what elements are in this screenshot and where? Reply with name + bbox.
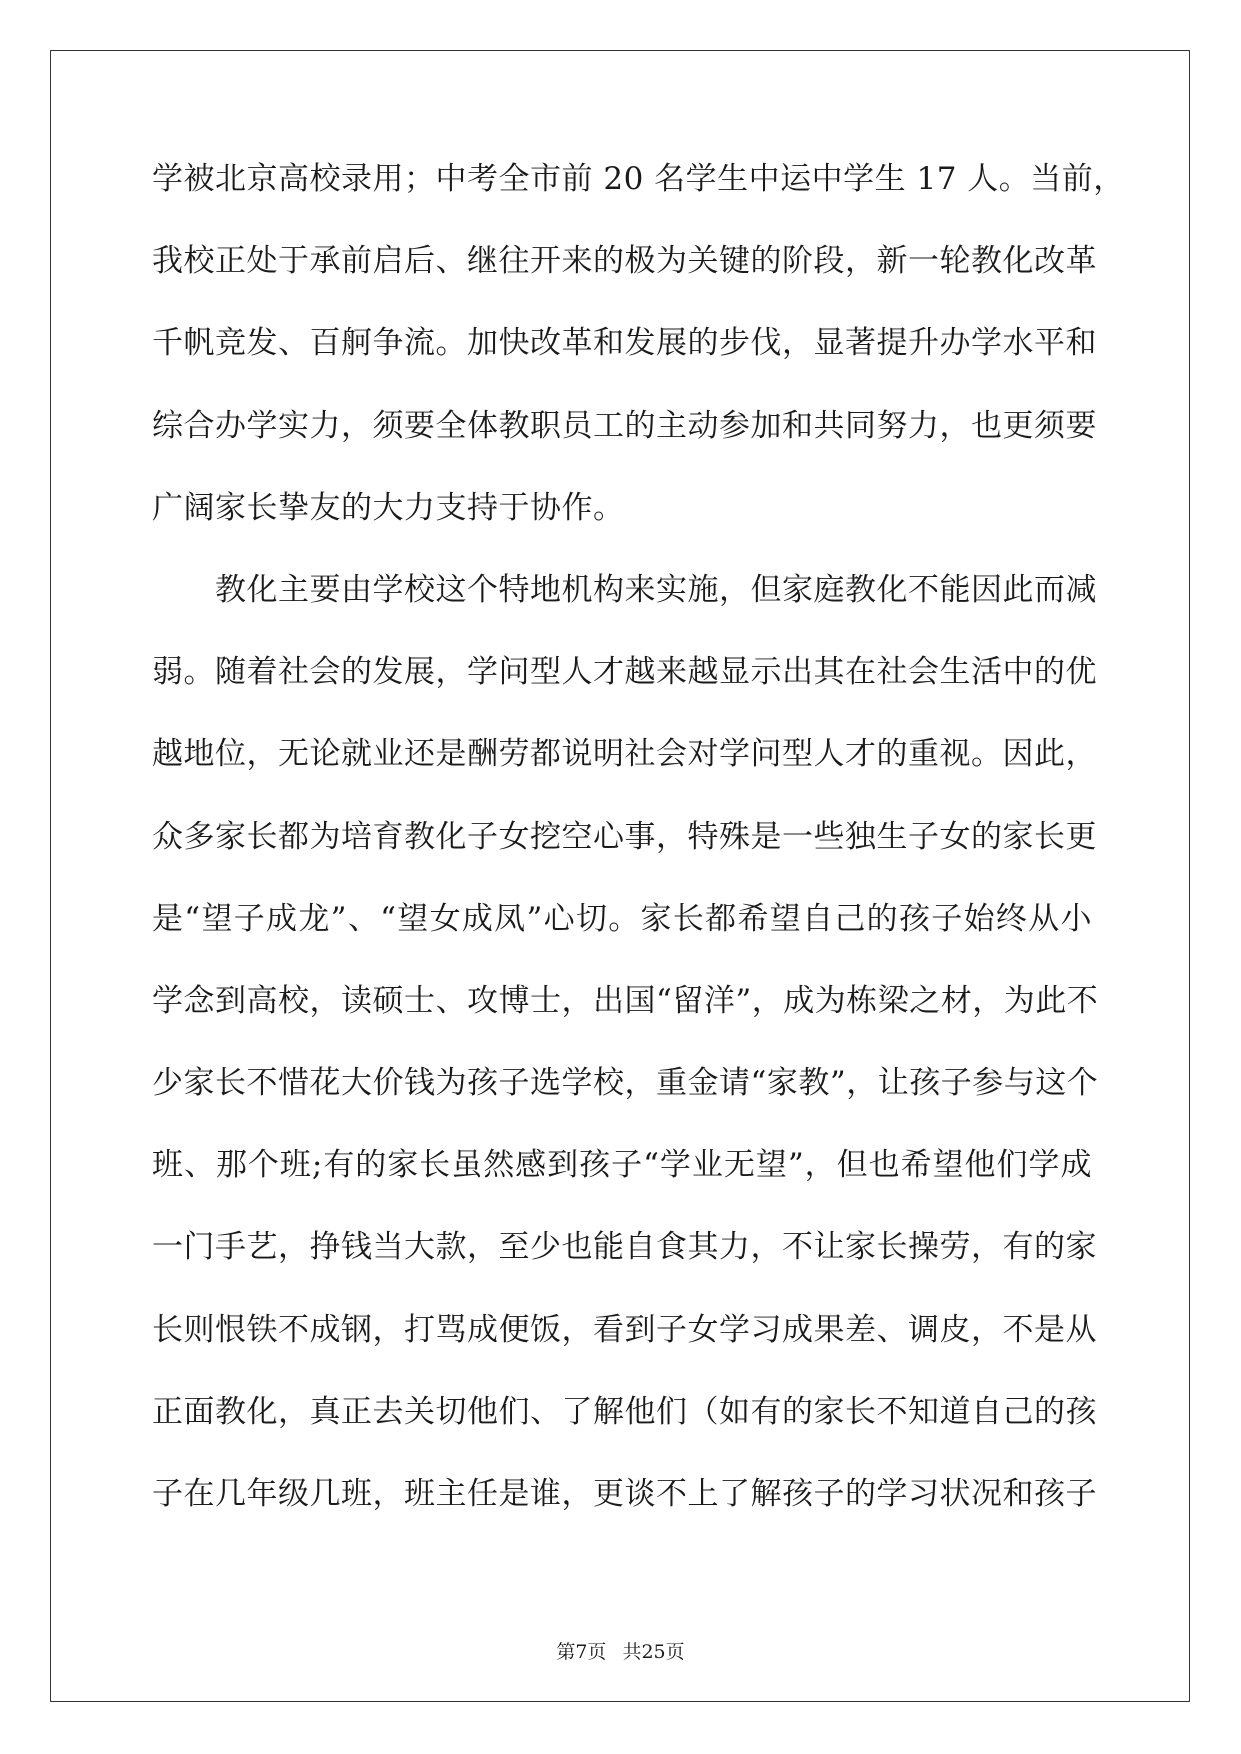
text-line: 众多家长都为培育教化子女挖空心事，特殊是一些独生子女的家长更	[152, 818, 1097, 855]
page-total: 共25页	[622, 1641, 685, 1663]
text-line: 班、那个班;有的家长虽然感到孩子“学业无望”，但也希望他们学成	[152, 1147, 1092, 1184]
text-line: 广阔家长挚友的大力支持于协作。	[152, 489, 625, 526]
document-body	[152, 160, 1125, 1557]
page-number: 第7页	[556, 1641, 607, 1663]
text-line: 综合办学实力，须要全体教职员工的主动参加和共同努力，也更须要	[152, 407, 1097, 444]
text-line: 千帆竞发、百舸争流。加快改革和发展的步伐，显著提升办学水平和	[152, 325, 1097, 362]
text-line: 是“望子成龙”、“望女成凤”心切。家长都希望自己的孩子始终从小	[152, 900, 1092, 937]
text-line: 一门手艺，挣钱当大款，至少也能自食其力，不让家长操劳，有的家	[152, 1229, 1097, 1266]
page-footer	[0, 1637, 1241, 1664]
text-line: 教化主要由学校这个特地机构来实施，但家庭教化不能因此而减	[152, 571, 1097, 608]
text-line: 越地位，无论就业还是酬劳都说明社会对学问型人才的重视。因此，	[152, 736, 1097, 773]
text-line: 学念到高校，读硕士、攻博士，出国“留洋”，成为栋梁之材，为此不	[152, 982, 1099, 1019]
text-line: 正面教化，真正去关切他们、了解他们（如有的家长不知道自己的孩	[152, 1393, 1097, 1430]
text-line: 子在几年级几班，班主任是谁，更谈不上了解孩子的学习状况和孩子	[152, 1476, 1097, 1512]
text-line: 少家长不惜花大价钱为孩子选学校，重金请“家教”，让孩子参与这个	[152, 1065, 1099, 1102]
text-line: 弱。随着社会的发展，学问型人才越来越显示出其在社会生活中的优	[152, 654, 1097, 691]
text-line: 我校正处于承前启后、继往开来的极为关键的阶段，新一轮教化改革	[152, 243, 1097, 280]
text-line: 长则恨铁不成钢，打骂成便饭，看到子女学习成果差、调皮，不是从	[152, 1311, 1097, 1348]
text-line: 学被北京高校录用；中考全市前 20 名学生中运中学生 17 人。当前，	[152, 161, 1125, 197]
